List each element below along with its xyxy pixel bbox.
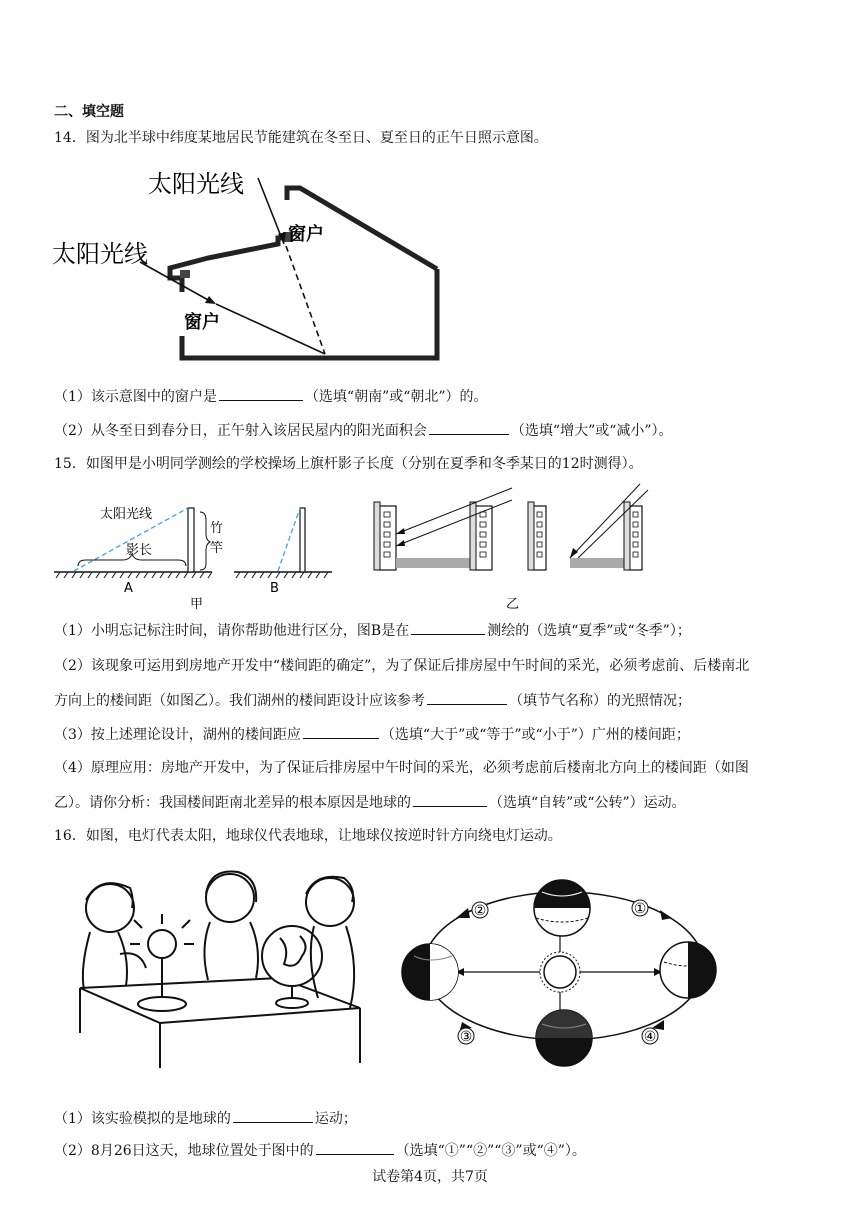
svg-text:①: ① — [633, 901, 647, 917]
earth-left — [402, 944, 458, 1000]
window-label-lower: 窗户 — [184, 312, 220, 333]
earth-top — [534, 880, 590, 936]
orbit-arrow-icon — [456, 908, 470, 918]
sunlight-label: 太阳光线 — [100, 507, 153, 522]
q14-part1: （1）该示意图中的窗户是 （选填“朝南”或“朝北”）的。 — [54, 386, 488, 407]
caption-jia: 甲 — [190, 597, 204, 612]
position-label-4 — [642, 1028, 658, 1045]
upper-ray-dashed — [286, 246, 325, 354]
lamp-bulb — [148, 930, 176, 958]
sunlight-b — [278, 508, 300, 571]
answer-blank[interactable] — [316, 1140, 394, 1155]
q16-orbit-diagram — [396, 852, 726, 1082]
q15-part1: （1）小明忘记标注时间，请你帮助他进行区分，图B是在 测绘的（选填“夏季”或“冬季”）； — [54, 620, 691, 641]
position-label-3 — [458, 1028, 474, 1045]
q14-building-figure — [50, 166, 450, 366]
middle-child-head — [206, 874, 254, 922]
table-top — [80, 978, 360, 1023]
answer-blank[interactable] — [233, 1108, 313, 1123]
section-title: 二、填空题 — [54, 104, 124, 120]
q16-part1: （1）该实验模拟的是地球的 运动； — [54, 1108, 357, 1129]
q15-stem: 15．如图甲是小明同学测绘的学校操场上旗杆影子长度（分别在夏季和冬季某日的12时测得）。 — [54, 456, 643, 472]
answer-blank[interactable] — [427, 690, 507, 705]
window-label-upper: 窗户 — [288, 224, 324, 245]
pole-brace — [200, 512, 210, 570]
label-a: A — [124, 581, 133, 596]
svg-text:③: ③ — [459, 1029, 473, 1045]
q15-part4-line2: 乙）。请你分析：我国楼间距南北差异的根本原因是地球的 （选填“自转”或“公转”）运动。 — [54, 792, 686, 813]
lamp-base — [138, 997, 186, 1011]
q15-figure-jia — [50, 494, 350, 614]
ground-hatch-b — [236, 572, 328, 578]
answer-blank[interactable] — [411, 620, 485, 635]
q15-part3: （3）按上述理论设计，湖州的楼间距应 （选填“大于”或“等于”或“小于”）广州的楼间距； — [54, 724, 690, 745]
sun-label-left: 太阳光线 — [52, 240, 148, 268]
sun-icon — [540, 952, 580, 992]
q14-stem: 14．图为北半球中纬度某地居民节能建筑在冬至日、夏至日的正午日照示意图。 — [54, 130, 548, 146]
shadow-label: 影长 — [126, 543, 153, 558]
sun-label-top: 太阳光线 — [148, 170, 244, 198]
lower-ray-inside — [216, 304, 325, 354]
label-b: B — [270, 581, 279, 596]
answer-blank[interactable] — [413, 792, 487, 807]
building-pair-left — [374, 488, 512, 570]
answer-blank[interactable] — [429, 420, 509, 435]
q15-part4-line1: （4）原理应用：房地产开发中，为了保证后排房屋中午时间的采光，必须考虑前后楼南北方向上的楼间距（如图 — [54, 760, 749, 776]
q15-figure-yi — [372, 484, 672, 612]
ground-hatch-a — [56, 572, 212, 578]
answer-blank[interactable] — [219, 386, 303, 401]
pole-label-2: 竿 — [210, 541, 224, 556]
building-pair-right — [528, 484, 648, 570]
svg-text:②: ② — [473, 903, 487, 919]
lower-window-ledge — [180, 270, 190, 278]
position-label-2 — [472, 902, 488, 919]
svg-text:④: ④ — [643, 1029, 657, 1045]
caption-yi: 乙 — [506, 597, 520, 612]
earth-bottom — [536, 1010, 592, 1066]
pole-b — [300, 508, 305, 572]
q15-part2-line1: （2）该现象可运用到房地产开发中“楼间距的确定”，为了保证后排房屋中午时间的采光，必须考虑前、后楼南北 — [54, 658, 750, 674]
pole-label-1: 竹 — [210, 521, 224, 536]
q16-part2: （2）8月26日这天，地球位置处于图中的 （选填“①”“②”“③”或“④”）。 — [54, 1140, 586, 1161]
right-child-head — [306, 878, 354, 926]
page-footer: 试卷第4页，共7页 — [372, 1169, 488, 1185]
q14-part2: （2）从冬至日到春分日，正午射入该居民屋内的阳光面积会 （选填“增大”或“减小”）。 — [54, 420, 673, 441]
earth-right — [660, 942, 716, 998]
q16-experiment-illustration — [70, 858, 370, 1078]
pole-a — [188, 508, 194, 572]
q15-part2-line2: 方向上的楼间距（如图乙）。我们湖州的楼间距设计应该参考 （填节气名称）的光照情况； — [54, 690, 691, 711]
q16-stem: 16．如图，电灯代表太阳，地球仪代表地球，让地球仪按逆时针方向绕电灯运动。 — [54, 828, 562, 844]
position-label-1 — [632, 900, 648, 917]
answer-blank[interactable] — [303, 724, 379, 739]
